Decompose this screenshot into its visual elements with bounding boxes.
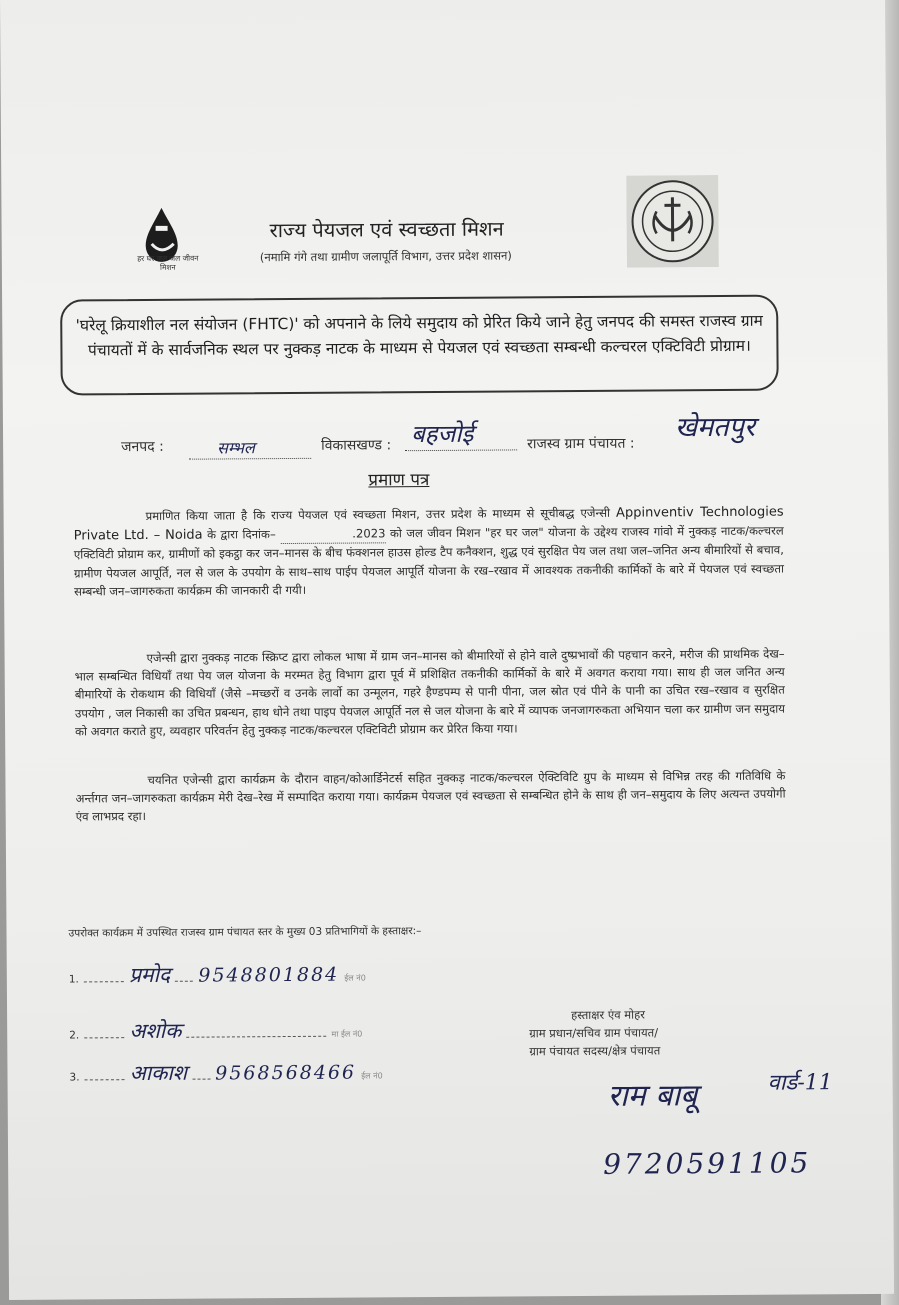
signatory-handwritten-name: राम बाबू	[607, 1078, 698, 1114]
block-value: बहजोई	[405, 416, 517, 451]
participant-number: 3.	[69, 1071, 80, 1084]
org-title: राज्य पेयजल एवं स्वच्छता मिशन	[269, 216, 504, 243]
mobile-label: मा ईल नं0	[331, 1029, 363, 1039]
mobile-label: ईल नं0	[344, 973, 366, 983]
participant-phone: 9548801884	[198, 963, 340, 987]
signature-seal-label: हस्ताक्षर एंव मोहर	[571, 1007, 645, 1023]
signature-line	[85, 1065, 125, 1080]
paragraph-2: एजेन्सी द्वारा नुक्कड़ नाटक स्क्रिप्ट द्वारा लोकल भाषा में ग्राम जन–मानस को बीमारियों से होने वाले दुष्प्रभावों की पहचान करने, मरीज की प्राथमिक देख–भाल सम्बन्धित विधियाँ तथा पेय जल योजना के मरम्मत हेतु विभाग द्वारा पूर्व में प्रशिक्षित तकनीकी कार्मिकों के बारे में अवगत कराया गया। साथ ही जल जनित अन्य बीमारियों के रोकथाम की विधियाँ (जैसे –मच्छरों व उनके लार्वो का उन्मूलन, गहरे हैण्डपम्प से पानी पीना, जल स्रोत एवं पीने के पानी का उचित रख–रखाव व सुरक्षित उपयोग , जल निकासी का उचित प्रबन्धन, हाथ धोने तथा पाइप पेयजल आपूर्ति नल से जल योजना के बारे में व्यापक जनजागरुकता अभियान चला कर ग्रामीण जन समुदाय को अवगत कराते हुए, व्यवहार परिवर्तन हेतु नुक्कड़ नाटक/कल्चरल एक्टिविटी प्रोग्राम कर प्रेरित किया गया।	[74, 646, 786, 739]
signatory-block	[529, 1005, 660, 1060]
district-field	[189, 436, 311, 460]
paragraph-1	[74, 503, 785, 601]
signatory-designation-1: ग्राम प्रधान/सचिव ग्राम पंचायत/	[529, 1025, 659, 1041]
participant-name: प्रमोद	[128, 962, 171, 988]
paragraph-1-intro: प्रमाणित किया जाता है कि राज्य पेयजल एवं स्वच्छता मिशन, उत्तर प्रदेश के माध्यम से सूचीबद्ध एजेन्सी	[145, 505, 611, 523]
block-label: विकासखण्ड :	[321, 437, 392, 454]
signature-line	[186, 1022, 326, 1038]
participant-row	[69, 959, 449, 990]
har-ghar-jal-logo	[139, 204, 200, 284]
signatory-ward: वार्ड-11	[767, 1070, 833, 1096]
participant-row	[69, 1057, 449, 1088]
signature-line	[84, 967, 124, 982]
up-government-emblem	[626, 175, 719, 268]
org-subtitle: (नमामि गंगे तथा ग्रामीण जलापूर्ति विभाग, उत्तर प्रदेश शासन)	[259, 248, 512, 265]
mobile-label: ईल नं0	[361, 1071, 383, 1081]
agency-name: Appinventiv Technologies Private Ltd. – Noida	[73, 504, 784, 544]
paragraph-3: चयनित एजेन्सी द्वारा कार्यक्रम के दौरान वाहन/कोआर्डिनेटर्स सहित नुक्कड़ नाटक/कल्चरल ऐक्टिविटि ग्रुप के माध्यम से विभिन्न तरह की गतिविधि के अर्न्तगत जन–जागरुकता कार्यक्रम मेरी देख–रेख में सम्पादित कराया गया। कार्यक्रम पेयजल एवं स्वच्छता से सम्बन्धित होने के साथ ही जन–समुदाय के लिए अत्यन्त उपयोगी एंव लाभप्रद रहा।	[75, 768, 786, 824]
certificate-title: प्रमाण पत्र	[368, 470, 430, 491]
signatory-designation-2: ग्राम पंचायत सदस्य/क्षेत्र पंचायत	[529, 1043, 661, 1059]
participant-phone: 9568568466	[215, 1061, 357, 1085]
participant-number: 1.	[68, 973, 79, 986]
participants-intro: उपरोक्त कार्यक्रम में उपस्थित राजस्व ग्राम पंचायत स्तर के मुख्य 03 प्रतिभागियों के हस्ताक्षर:–	[68, 925, 422, 940]
district-label: जनपद :	[121, 438, 164, 456]
gram-panchayat-field	[675, 406, 843, 444]
program-banner-text: 'घरेलू क्रियाशील नल संयोजन (FHTC)' को अपनाने के लिये समुदाय को प्रेरित किये जाने हेतु जनपद की समस्त राजस्व ग्राम पंचायतों में के सार्वजनिक स्थल पर नुक्कड़ नाटक के माध्यम से पेयजल एवं स्वच्छता सम्बन्धी कल्चरल एक्टिविटी प्रोग्राम।	[75, 311, 763, 360]
gram-panchayat-value: खेमतपुर	[674, 411, 756, 444]
signatory-phone: 9720591105	[603, 1146, 812, 1181]
logo-caption: हर घर जल जल जीवन मिशन	[137, 253, 199, 272]
participant-name: आकाश	[129, 1060, 188, 1086]
gram-panchayat-label: राजस्व ग्राम पंचायत :	[527, 435, 635, 453]
paragraph-1-date-label: के द्वारा दिनांक–	[207, 527, 276, 542]
program-date: .2023	[280, 525, 385, 545]
district-value: सम्भल	[189, 436, 311, 460]
state-emblem-icon	[626, 175, 719, 268]
participant-row	[69, 1015, 449, 1046]
paragraph-1-body: को जल जीवन मिशन "हर घर जल" योजना के उद्देश्य राजस्व गांवो में नुक्कड़ नाटक/कल्चरल एक्टिविटी प्रोग्राम कर, ग्रामीणों को इकट्ठा कर जन–मानस के बीच फंक्शनल हाउस होल्ड टैप कनैक्शन, शुद्ध एवं सुरक्षित पेय जल तथा जल–जनित अन्य बीमारियों से बचाव, ग्रामीण पेयजल आपूर्ति, नल से जल के उपयोग के साथ–साथ पाईप पेयजल आपूर्ति योजना के रख–रखाव में आवश्यक तकनीकी कार्मिकों के बारे में पेयजल एवं स्वच्छता सम्बन्धी जन–जागरुकता कार्यक्रम की जानकारी दी गयी।	[73, 523, 785, 599]
signature-line	[84, 1023, 124, 1038]
signature-line	[192, 1065, 210, 1080]
participant-number: 2.	[69, 1029, 80, 1042]
block-field	[405, 416, 517, 451]
participant-name: अशोक	[129, 1018, 182, 1044]
signature-line	[175, 967, 193, 982]
